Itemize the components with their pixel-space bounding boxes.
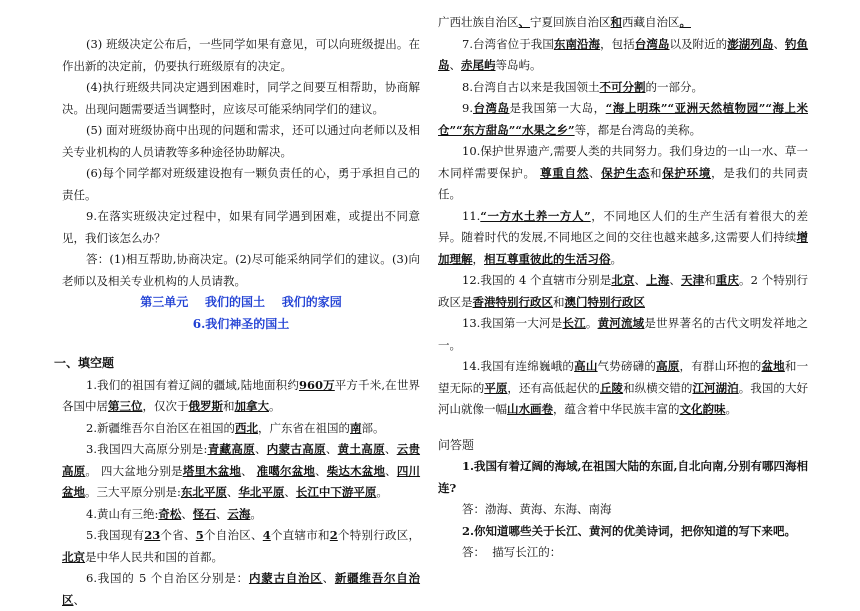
qa-question-2: 2.你知道哪些关于长江、黄河的优美诗词，把你知道的写下来吧。 — [462, 523, 797, 538]
question-text: 。 — [376, 485, 388, 499]
fill-10 — [438, 141, 808, 206]
answer-text: “一方水土养一方人” — [480, 208, 591, 223]
answer-text: 23 — [144, 528, 161, 542]
answer-text: 云贵高原 — [62, 442, 421, 478]
answer-text: 4 — [262, 528, 271, 542]
answer-text: 丘陵 — [599, 380, 624, 395]
question-text: ，包括 — [600, 36, 635, 51]
answer-text: 平原 — [484, 380, 508, 395]
answer-text: 高原 — [656, 359, 680, 373]
answer-text: 2 — [329, 528, 338, 542]
lesson-title: 6.我们神圣的国土 — [192, 316, 290, 331]
section-qa: 问答题 — [438, 437, 475, 452]
question-text: 9. — [462, 101, 473, 115]
question-text: 3.我国四大高原分别是: — [86, 442, 208, 456]
answer-text: 塔里木盆地 — [182, 463, 242, 478]
question-text: 。 — [585, 316, 598, 330]
question-text: ，不同地区人们的生产生活有着很大的差异。随着时代的发展,不同地区之间的交往也越来越多,这需要人们持续 — [438, 208, 808, 244]
answer-text: 。 — [679, 15, 691, 29]
question-text: 。 — [250, 506, 262, 521]
answer-text: 长江中下游平原 — [295, 485, 377, 499]
question-text: 广西壮族自治区 — [438, 15, 519, 29]
question-text: 个省、 — [160, 528, 196, 542]
question-text: 是世界著名的古代文明发祥地之一。 — [438, 316, 809, 352]
answer-text: 960万 — [298, 377, 335, 392]
question-text: 、 — [315, 463, 327, 478]
paragraph-5: (5) 面对班级协商中出现的问题和需求，还可以通过向老师以及相关专业机构的人员请教等多种途径协助解决。 — [62, 123, 420, 159]
question-text: ，是我们的共同责任。 — [438, 165, 809, 201]
answer-text: 青藏高原 — [207, 442, 255, 456]
answer-text: 盆地 — [761, 359, 785, 373]
left-column — [54, 0, 421, 611]
answer-text: 内蒙古自治区 — [248, 571, 323, 585]
answer-text: 钓鱼岛 — [438, 36, 809, 72]
answer-text: 澎湖列岛 — [727, 36, 774, 51]
answer-9: 答：(1)相互帮助,协商决定。(2)尽可能采纳同学们的建议。(3)向老师以及相关专业机构的人员请教。 — [62, 252, 420, 288]
question-text: 和 — [553, 294, 565, 309]
question-text: 。三大平原分别是: — [85, 485, 181, 499]
question-text: 。 — [269, 399, 281, 413]
question-text: 和一望无际的 — [438, 359, 809, 395]
question-text: 等，都是台湾岛的美称。 — [574, 122, 702, 137]
question-text: 和 — [704, 273, 716, 287]
paragraph-3: (3) 班级决定公布后，一些同学如果有意见，可以向班级提出。在作出新的决定前，仍要执行班级原有的决定。 — [62, 37, 420, 73]
fill-6 — [62, 568, 420, 611]
question-text: 、 — [73, 592, 85, 607]
answer-text: 第三位 — [108, 399, 143, 413]
question-text: ，蕴含着中华民族丰富的 — [553, 402, 680, 416]
answer-text: 长江 — [562, 316, 586, 330]
fill-3 — [62, 439, 420, 504]
answer-text: 黄土高原 — [337, 442, 385, 456]
right-column — [438, 0, 808, 564]
question-text: 和 — [223, 399, 235, 413]
answer-text: 5 — [195, 528, 204, 542]
answer-text: 华北平原 — [238, 485, 285, 499]
fill-5 — [62, 525, 420, 568]
answer-text: 保护环境 — [662, 165, 712, 180]
question-text: 14.我国有连绵巍峨的 — [462, 359, 575, 373]
unit-title: 第三单元 我们的国土 我们的家园 — [140, 295, 342, 309]
answer-text: 黄河流域 — [597, 316, 645, 330]
question-text: 是中华人民共和国的首都。 — [85, 549, 223, 564]
answer-text: 保护生态 — [601, 165, 650, 180]
question-text: 。 — [725, 402, 737, 416]
paragraph-4: (4)执行班级共同决定遇到困难时，同学之间要互相帮助，协商解决。出现问题需要适当调整时，应该尽可能采纳同学们的建议。 — [62, 80, 420, 116]
question-text: 。 四大盆地分别是 — [85, 463, 183, 478]
question-text: 4.黄山有三绝: — [86, 506, 159, 521]
paragraph-6: (6)每个同学都对班级建设抱有一颗负责任的心，勇于承担自己的责任。 — [62, 166, 420, 202]
question-text: 7.台湾省位于我国 — [462, 36, 554, 51]
question-text: ，有群山环抱的 — [679, 359, 762, 373]
question-text: 、 — [449, 58, 461, 72]
answer-text: 澳门特别行政区 — [564, 294, 645, 309]
question-text: 6.我国的 5 个自治区分别是： — [86, 571, 249, 585]
answer-text: 增加理解 — [438, 230, 808, 266]
question-text: 、 — [181, 506, 193, 521]
question-text: 和纵横交错的 — [623, 380, 693, 395]
fill-1 — [62, 375, 420, 418]
answer-text: 上海 — [646, 273, 670, 287]
question-text: 、 — [215, 506, 228, 521]
question-text: 、 — [241, 463, 257, 478]
question-text: 10.保护世界遗产,需要人类的共同努力。我们身边的一山一水、草一木同样需要保护。 — [438, 144, 808, 180]
question-9: 9.在落实班级决定过程中，如果有同学遇到困难，或提出不同意见，我们该怎么办？ — [62, 209, 420, 245]
question-text: 2.新疆维吾尔自治区在祖国的 — [86, 420, 235, 435]
answer-text: 加拿大 — [234, 399, 269, 413]
question-text: 、 — [588, 165, 602, 180]
answer-text: 怪石 — [192, 506, 216, 521]
question-text: 、 — [384, 442, 397, 456]
answer-text: 四川盆地 — [62, 463, 421, 499]
answer-text: 台湾岛 — [634, 36, 670, 51]
fill-11 — [438, 206, 808, 271]
answer-text: 新疆维吾尔自治区 — [62, 571, 421, 607]
answer-text: 俄罗斯 — [188, 399, 223, 413]
answer-text: 重庆 — [715, 273, 740, 287]
answer-text: 文化韵味 — [679, 402, 726, 416]
answer-text: 南 — [349, 420, 362, 435]
question-text: 12.我国的 4 个直辖市分别是 — [462, 273, 612, 287]
answer-text: 北京 — [611, 273, 635, 287]
question-text: 、 — [254, 442, 267, 456]
qa-answer-1: 答：渤海、黄海、东海、南海 — [462, 502, 612, 516]
fill-13 — [438, 313, 808, 356]
question-text: 、 — [284, 485, 296, 499]
question-text: 1.我们的祖国有着辽阔的疆域,陆地面积约 — [86, 377, 299, 392]
answer-text: “海上明珠”“亚洲天然植物园”“海上米仓”“东方甜岛”“水果之乡” — [438, 101, 808, 137]
answer-text: 北京 — [62, 549, 85, 564]
question-text: 和 — [650, 165, 663, 180]
question-text: 个直辖市和 — [270, 528, 330, 542]
answer-text: 相互尊重彼此的生活习俗 — [484, 251, 611, 266]
question-text: 个特别行政区， — [337, 528, 421, 542]
fill-2 — [62, 418, 420, 440]
question-text: 、 — [634, 273, 647, 287]
question-text: 、 — [322, 571, 335, 585]
answer-text: 奇松 — [158, 506, 182, 521]
fill-14 — [438, 356, 808, 421]
question-text: 。 — [610, 251, 622, 266]
answer-text: 不可分割 — [599, 79, 646, 94]
answer-text: 、 — [518, 15, 530, 29]
question-text: 。2 个特别行政区是 — [438, 273, 809, 309]
fill-7 — [438, 34, 808, 77]
question-text: 5.我国现有 — [86, 528, 145, 542]
answer-text: 台湾岛 — [472, 101, 510, 115]
fill-6-continued — [438, 12, 808, 34]
question-text: ，仅次于 — [142, 399, 189, 413]
question-text: 、 — [773, 36, 785, 51]
question-text: 西藏自治区 — [622, 15, 680, 29]
answer-text: 云海 — [227, 506, 251, 521]
answer-text: 天津 — [680, 273, 705, 287]
question-text: 、 — [325, 442, 338, 456]
answer-text: 和 — [610, 15, 622, 29]
question-text: 8.台湾自古以来是我国领土 — [462, 79, 600, 94]
question-text: 、 — [226, 485, 239, 499]
answer-text: 江河湖泊 — [692, 380, 739, 395]
answer-text: 尊重自然 — [540, 165, 589, 180]
question-text: 、 — [385, 463, 397, 478]
answer-text: 柴达木盆地 — [326, 463, 386, 478]
section-fill-in: 一、填空题 — [54, 356, 115, 370]
question-text: ， — [472, 251, 484, 266]
question-text: 气势磅礴的 — [597, 359, 657, 373]
answer-text: 赤尾屿 — [461, 58, 496, 72]
question-text: 。我国的大好河山就像一幅 — [438, 380, 809, 416]
qa-answer-2: 答： 描写长江的： — [462, 545, 562, 559]
answer-text: 西北 — [234, 420, 258, 435]
fill-12 — [438, 270, 808, 313]
question-text: 部。 — [361, 420, 385, 435]
question-text: 是我国第一大岛， — [509, 101, 606, 115]
question-text: 等岛屿。 — [495, 58, 542, 72]
fill-8 — [438, 77, 808, 99]
answer-text: 香港特别行政区 — [472, 294, 553, 309]
question-text: 宁夏回族自治区 — [530, 15, 611, 29]
answer-text: 高山 — [574, 359, 598, 373]
question-text: 11. — [462, 208, 481, 223]
answer-text: 东南沿海 — [553, 36, 601, 51]
question-text: ，广东省在祖国的 — [257, 420, 350, 435]
question-text: 平方千米,在世界各国中居 — [62, 377, 420, 413]
qa-question-1: 1.我国有着辽阔的海域,在祖国大陆的东面,自北向南,分别有哪四海相连? — [438, 459, 809, 495]
question-text: 、 — [669, 273, 681, 287]
fill-9 — [438, 98, 808, 141]
answer-text: 准噶尔盆地 — [256, 463, 316, 478]
question-text: 的一部分。 — [645, 79, 703, 94]
question-text: ，还有高低起伏的 — [507, 380, 600, 395]
question-text: 个自治区、 — [203, 528, 263, 542]
answer-text: 东北平原 — [180, 485, 227, 499]
question-text: 13.我国第一大河是 — [462, 316, 563, 330]
question-text: 以及附近的 — [669, 36, 728, 51]
answer-text: 山水画卷 — [507, 402, 553, 416]
answer-text: 内蒙古高原 — [266, 442, 326, 456]
fill-4 — [62, 504, 420, 526]
